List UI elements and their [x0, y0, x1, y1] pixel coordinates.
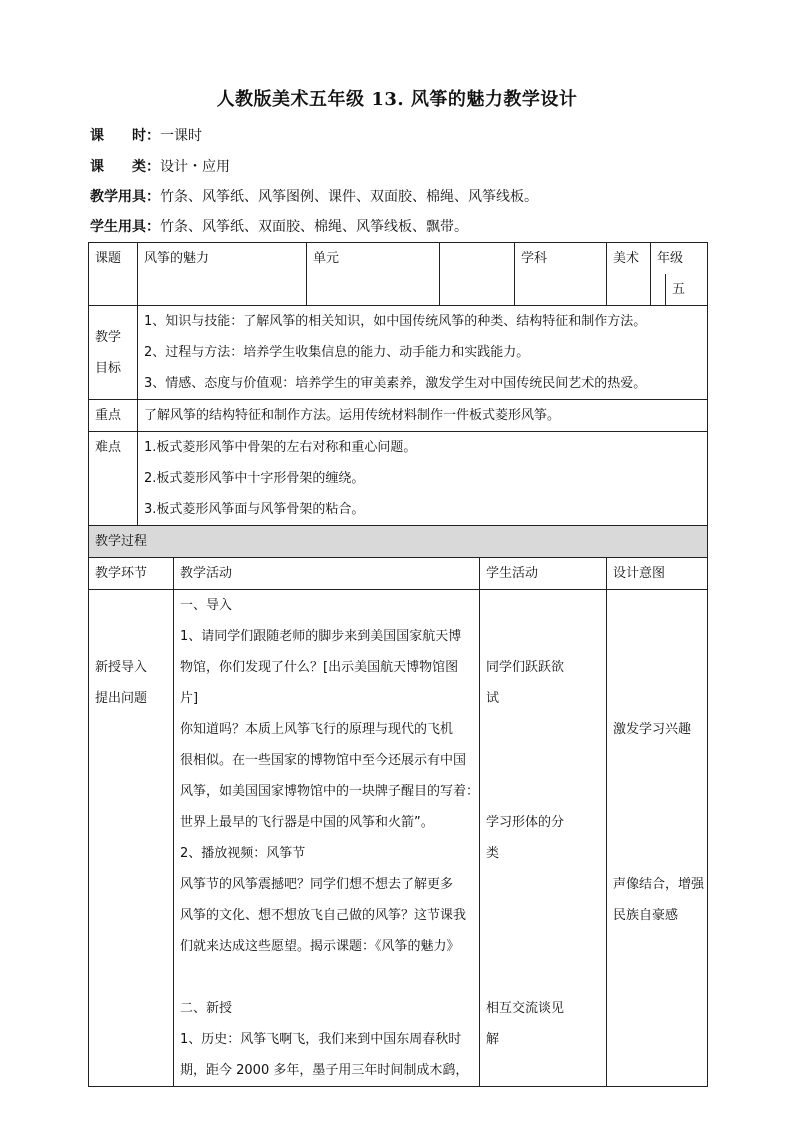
student-activity-line: 学习形体的分: [486, 815, 565, 830]
student-activity-line: [486, 714, 600, 745]
class-hours-value: 一课时: [160, 128, 202, 144]
grade-value: 五: [665, 274, 686, 305]
header-teacher-activity: 教学活动: [174, 558, 480, 590]
intent-line: 民族自豪感: [613, 908, 679, 923]
subject-label: 学科: [515, 243, 607, 306]
difficulty-item: 2.板式菱形风筝中十字形骨架的缠绕。: [144, 471, 365, 486]
activity-line: 片]: [180, 691, 199, 706]
intent-line: [613, 1024, 701, 1055]
intent-line: [613, 838, 701, 869]
stage-cell: [89, 590, 174, 1087]
topic-value: 风筝的魅力: [138, 243, 307, 306]
column-header-row: [89, 558, 708, 590]
activity-line: 物馆，你们发现了什么？[出示美国航天博物馆图: [180, 660, 459, 675]
student-activity-line: [486, 621, 600, 652]
student-activity-line: [486, 962, 600, 993]
header-stage: 教学环节: [89, 558, 174, 590]
intent-line: [613, 776, 701, 807]
goals-row: [89, 306, 708, 400]
activity-line: 期，距今 2000 多年，墨子用三年时间制成木鹞，: [180, 1063, 469, 1078]
student-tools-label: 学生用具：: [90, 219, 160, 235]
activity-line: 风筝节的风筝震撼吧？同学们想不想去了解更多: [180, 877, 454, 892]
teacher-tools-line: [90, 186, 538, 206]
student-activity-line: 类: [486, 846, 500, 861]
goals-label-line-1: 教学: [95, 329, 122, 345]
difficulty-label: 难点: [89, 432, 138, 526]
student-activity-line: 同学们跃跃欲: [486, 660, 565, 675]
intent-line: [613, 621, 701, 652]
activity-line: 世界上最早的飞行器是中国的风筝和火箭”。: [180, 815, 434, 830]
teacher-tools-value: 竹条、风筝纸、风筝图例、课件、双面胶、棉绳、风筝线板。: [160, 189, 538, 205]
student-activity-line: 相互交流谈见: [486, 1001, 565, 1016]
header-student-activity: 学生活动: [480, 558, 607, 590]
grade-cell: [651, 243, 708, 306]
student-activity-line: [486, 931, 600, 962]
intent-line: [613, 652, 701, 683]
student-activity-cell: [480, 590, 607, 1087]
design-intent-cell: [607, 590, 708, 1087]
student-activity-line: 试: [486, 691, 500, 706]
header-design-intent: 设计意图: [607, 558, 708, 590]
activity-line: 风筝，如美国国家博物馆中的一块牌子醒目的写着：: [180, 784, 480, 799]
class-hours-label: 课 时：: [90, 128, 160, 144]
activity-line: 二、新授: [180, 1001, 233, 1016]
activity-line: 们就来达成这些愿望。揭示课题：《风筝的魅力》: [180, 939, 460, 954]
student-activity-line: [486, 745, 600, 776]
key-row: [89, 400, 708, 432]
process-content-row: [89, 590, 708, 1087]
intent-line: [613, 993, 701, 1024]
difficulty-row: [89, 432, 708, 526]
intent-line: 激发学习兴趣: [613, 722, 692, 737]
teacher-activity-cell: [174, 590, 480, 1087]
class-hours-line: [90, 125, 202, 145]
topic-label: 课题: [89, 243, 138, 306]
topic-row: [89, 243, 708, 306]
intent-line: [613, 745, 701, 776]
activity-line: 2、播放视频：风筝节: [180, 846, 306, 861]
key-label: 重点: [89, 400, 138, 432]
unit-value: [440, 243, 515, 306]
student-tools-value: 竹条、风筝纸、双面胶、棉绳、风筝线板、飘带。: [160, 219, 468, 235]
intent-line: [613, 590, 701, 621]
activity-line: 你知道吗？本质上风筝飞行的原理与现代的飞机: [180, 722, 454, 737]
goals-content: [138, 306, 708, 400]
activity-line: 1、请同学们跟随老师的脚步来到美国国家航天博: [180, 629, 462, 644]
activity-line: 很相似。在一些国家的博物馆中至今还展示有中国: [180, 753, 467, 768]
activity-line: 一、导入: [180, 598, 233, 613]
stage-line-1: 新授导入: [95, 660, 148, 675]
intent-line: [613, 683, 701, 714]
difficulty-item: 1.板式菱形风筝中骨架的左右对称和重心问题。: [144, 440, 417, 455]
intent-line: [613, 807, 701, 838]
lesson-type-value: 设计・应用: [160, 159, 230, 175]
student-activity-line: [486, 869, 600, 900]
intent-line: 声像结合，增强: [613, 877, 705, 892]
activity-line: 风筝的文化、想不想放飞自己做的风筝？这节课我: [180, 908, 467, 923]
stage-line-2: 提出问题: [95, 691, 148, 706]
intent-line: [613, 1055, 701, 1086]
goals-label-line-2: 目标: [95, 360, 122, 376]
subject-value: 美术: [607, 243, 651, 306]
student-tools-line: [90, 216, 468, 236]
activity-line: 1、历史：风筝飞啊飞，我们来到中国东周春秋时: [180, 1032, 462, 1047]
lesson-type-label: 课 类：: [90, 159, 160, 175]
goal-item: 3、情感、态度与价值观：培养学生的审美素养，激发学生对中国传统民间艺术的热爱。: [144, 376, 647, 391]
student-activity-line: [486, 900, 600, 931]
intent-line: [613, 962, 701, 993]
teacher-tools-label: 教学用具：: [90, 189, 160, 205]
process-header-row: [89, 526, 708, 558]
goal-item: 2、过程与方法：培养学生收集信息的能力、动手能力和实践能力。: [144, 345, 530, 360]
goals-label: [89, 306, 138, 400]
unit-label: 单元: [307, 243, 440, 306]
intent-line: [613, 931, 701, 962]
student-activity-line: [486, 776, 600, 807]
student-activity-line: 解: [486, 1032, 500, 1047]
student-activity-line: [486, 1055, 600, 1086]
document-title: 人教版美术五年级 13. 风筝的魅力教学设计: [216, 89, 578, 110]
grade-label: 年级: [657, 251, 684, 266]
lesson-type-line: [90, 156, 230, 176]
lesson-plan-table: [88, 242, 708, 1087]
process-label: 教学过程: [89, 526, 708, 558]
difficulty-item: 3.板式菱形风筝面与风筝骨架的粘合。: [144, 502, 365, 517]
goal-item: 1、知识与技能：了解风筝的相关知识，如中国传统风筝的种类、结构特征和制作方法。: [144, 314, 647, 329]
key-content: 了解风筝的结构特征和制作方法。运用传统材料制作一件板式菱形风筝。: [138, 400, 708, 432]
student-activity-line: [486, 590, 600, 621]
activity-line: [180, 962, 473, 993]
difficulty-content: [138, 432, 708, 526]
